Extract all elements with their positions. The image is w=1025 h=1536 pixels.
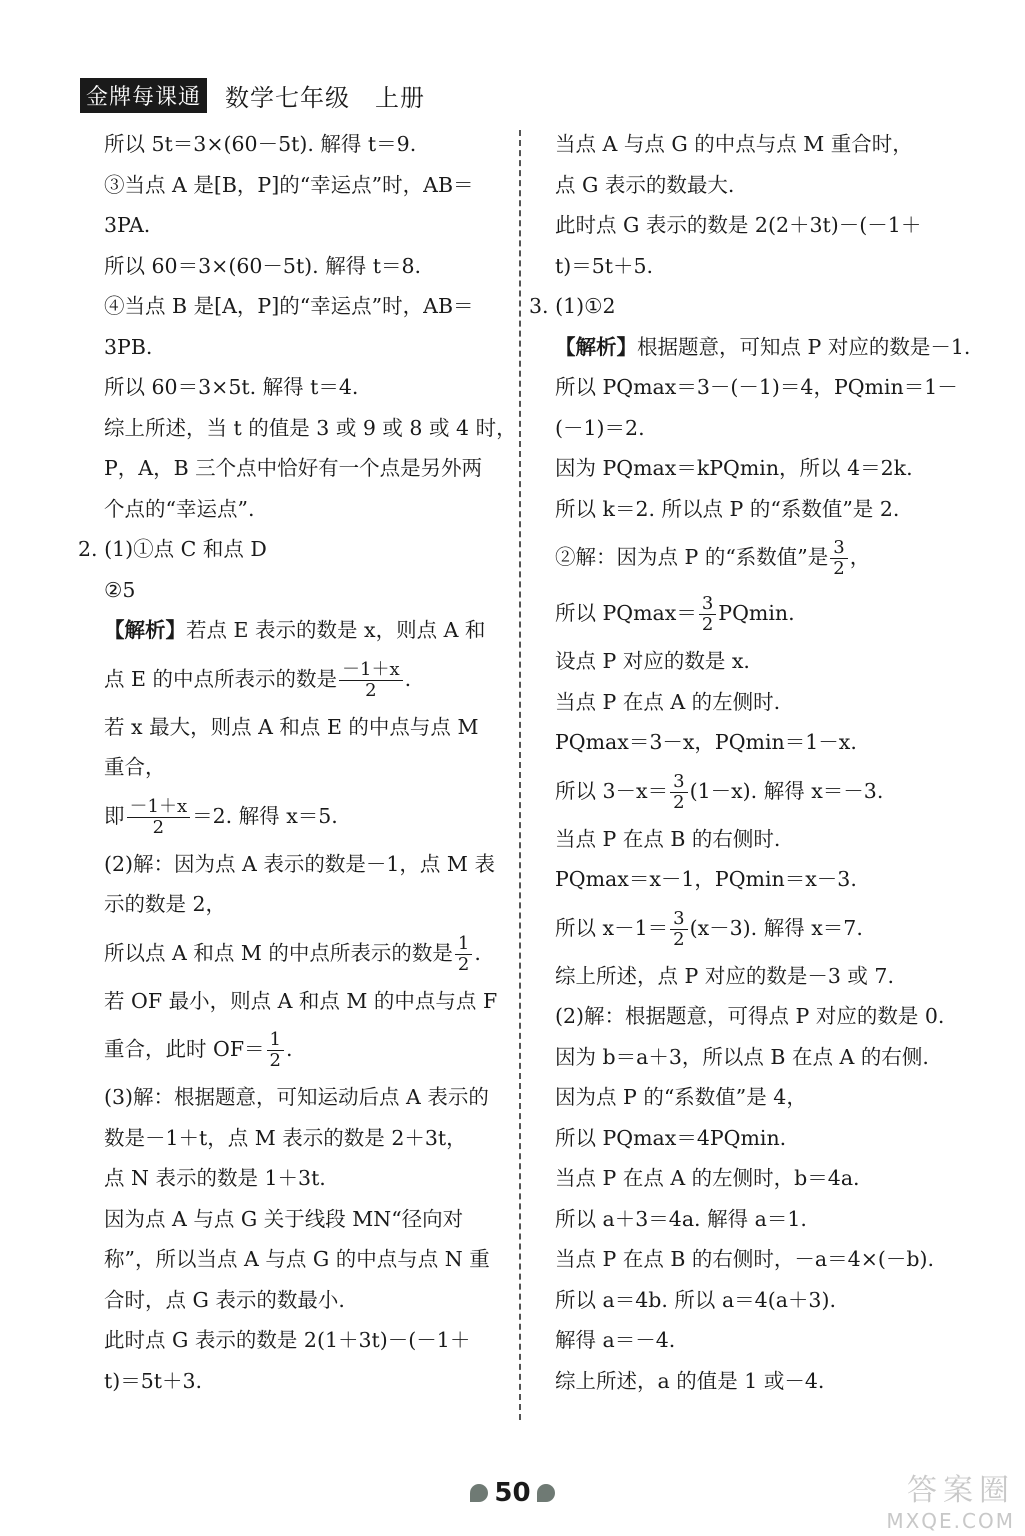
- text-segment: (1－x). 解得 x＝－3.: [689, 778, 884, 803]
- analysis-text: 若点 E 表示的数是 x，则点 A 和: [186, 618, 486, 642]
- text-segment: 所以 3－x＝: [555, 778, 669, 803]
- text-line: 因为 b＝a＋3，所以点 B 在点 A 的右侧.: [555, 1044, 929, 1069]
- fraction: [830, 538, 847, 579]
- text-line: 个点的“幸运点”.: [104, 496, 255, 521]
- text-line: (2)解：因为点 A 表示的数是－1，点 M 表: [104, 851, 495, 876]
- left-column: [78, 124, 519, 1401]
- text-segment: ②解：因为点 P 的“系数值”是: [555, 545, 829, 569]
- numerator: 3: [830, 538, 847, 559]
- denominator: 2: [457, 953, 470, 975]
- text-line: ②5: [104, 577, 136, 602]
- analysis-tag: 【解析】: [104, 618, 186, 642]
- text-line: 数是－1＋t，点 M 表示的数是 2＋3t，: [104, 1125, 467, 1150]
- watermark-url: MXQE.COM: [886, 1509, 1015, 1533]
- text-line: 解得 a＝－4.: [555, 1328, 676, 1352]
- page-number: 50: [494, 1478, 531, 1508]
- text-line: 设点 P 对应的数是 x.: [555, 649, 750, 673]
- fraction-line: [555, 763, 970, 819]
- text-line: 点 G 表示的数最大.: [555, 172, 735, 197]
- text-line: 所以 PQmax＝4PQmin.: [555, 1125, 787, 1150]
- text-line: 此时点 G 表示的数是 2(2＋3t)－(－1＋: [555, 213, 922, 237]
- text-line: 所以 PQmax＝3－(－1)＝4，PQmin＝1－: [555, 375, 958, 399]
- fraction-line: [104, 788, 519, 844]
- numerator: 3: [670, 909, 687, 930]
- analysis-tag: 【解析】: [555, 334, 637, 359]
- text-line: 因为点 A 与点 G 关于线段 MN“径向对: [104, 1206, 464, 1231]
- fraction-line: [104, 651, 519, 707]
- fraction-line: [555, 900, 970, 956]
- numerator: －1＋x: [127, 797, 191, 818]
- fraction: [127, 797, 191, 838]
- text-line: 当点 P 在点 A 的左侧时，b＝4a.: [555, 1166, 860, 1190]
- denominator: 2: [365, 679, 377, 701]
- text-segment: ，: [849, 545, 871, 569]
- text-line: 当点 A 与点 G 的中点与点 M 重合时，: [555, 132, 913, 156]
- text-line: 称”，所以当点 A 与点 G 的中点与点 N 重: [104, 1247, 490, 1271]
- text-segment: 所以点 A 和点 M 的中点所表示的数是: [104, 940, 453, 965]
- text-line: ③当点 A 是[B，P]的“幸运点”时，AB＝: [104, 172, 474, 197]
- numerator: 1: [455, 934, 472, 955]
- text-line: 合时，点 G 表示的数最小.: [104, 1287, 345, 1312]
- fraction: [455, 934, 472, 975]
- text-line: 3PA.: [104, 213, 151, 237]
- text-line: P，A，B 三个点中恰好有一个点是另外两: [104, 456, 483, 480]
- text-line: 当点 P 在点 B 的右侧时.: [555, 826, 781, 851]
- right-column: [529, 124, 971, 1401]
- text-line: 重合，: [104, 755, 166, 779]
- fraction: [339, 660, 403, 701]
- fraction-line: [555, 529, 970, 585]
- fraction-line: [555, 585, 970, 641]
- fraction-line: [104, 925, 519, 981]
- text-line: PQmax＝3－x，PQmin＝1－x.: [555, 730, 857, 754]
- fraction: [699, 594, 716, 635]
- text-line: t)＝5t＋3.: [104, 1368, 203, 1393]
- text-line: PQmax＝x－1，PQmin＝x－3.: [555, 867, 857, 891]
- fraction: [267, 1030, 284, 1071]
- denominator: 2: [833, 558, 845, 579]
- text-line: 当点 P 在点 A 的左侧时.: [555, 689, 781, 714]
- text-line: 综上所述，a 的值是 1 或－4.: [555, 1368, 825, 1393]
- text-segment: .: [404, 666, 412, 691]
- text-segment: 点 E 的中点所表示的数是: [104, 666, 337, 691]
- text-line: ④当点 B 是[A，P]的“幸运点”时，AB＝: [104, 294, 474, 318]
- text-line: 综上所述，点 P 对应的数是－3 或 7.: [555, 963, 894, 988]
- text-line: 3PB.: [104, 334, 153, 359]
- text-line: t)＝5t＋5.: [555, 253, 654, 278]
- text-segment: PQmin.: [718, 601, 795, 625]
- text-line: 示的数是 2，: [104, 892, 227, 916]
- numerator: 3: [670, 772, 687, 793]
- text-line: 所以 5t＝3×(60－5t). 解得 t＝9.: [104, 132, 417, 156]
- text-line: (－1)＝2.: [555, 415, 645, 440]
- fraction: [670, 909, 687, 950]
- text-line: 所以 a＋3＝4a. 解得 a＝1.: [555, 1206, 807, 1231]
- watermark: [845, 1465, 1015, 1533]
- text-line: (3)解：根据题意，可知运动后点 A 表示的: [104, 1085, 489, 1109]
- column-divider: [519, 130, 521, 1420]
- numerator: －1＋x: [339, 660, 403, 681]
- text-line: 因为 PQmax＝kPQmin，所以 4＝2k.: [555, 456, 913, 480]
- text-line: 点 N 表示的数是 1＋3t.: [104, 1166, 326, 1190]
- denominator: 2: [152, 816, 165, 838]
- question-3-heading: 3. (1)①2: [529, 294, 616, 318]
- numerator: 3: [699, 594, 716, 615]
- leaf-icon: [470, 1484, 488, 1502]
- text-segment: .: [286, 1037, 293, 1061]
- text-line: 所以 60＝3×5t. 解得 t＝4.: [104, 375, 359, 399]
- fraction: [670, 772, 687, 813]
- text-line: 当点 P 在点 B 的右侧时，－a＝4×(－b).: [555, 1247, 934, 1271]
- denominator: 2: [673, 928, 685, 950]
- denominator: 2: [673, 791, 685, 813]
- text-segment: (x－3). 解得 x＝7.: [689, 915, 863, 940]
- text-segment: 重合，此时 OF＝: [104, 1037, 265, 1061]
- text-line: 综上所述，当 t 的值是 3 或 9 或 8 或 4 时，: [104, 415, 517, 440]
- numerator: 1: [267, 1030, 284, 1051]
- text-line: 此时点 G 表示的数是 2(1＋3t)－(－1＋: [104, 1328, 471, 1352]
- text-line: (2)解：根据题意，可得点 P 对应的数是 0.: [555, 1004, 945, 1028]
- text-line: 因为点 P 的“系数值”是 4，: [555, 1085, 807, 1109]
- text-segment: 即: [104, 803, 125, 828]
- text-line: 所以 a＝4b. 所以 a＝4(a＋3).: [555, 1287, 836, 1312]
- text-line: 所以 60＝3×(60－5t). 解得 t＝8.: [104, 253, 422, 278]
- text-segment: 所以 PQmax＝: [555, 601, 697, 625]
- page-header: [80, 78, 425, 112]
- analysis-line: [555, 327, 970, 368]
- text-line: 所以 k＝2. 所以点 P 的“系数值”是 2.: [555, 496, 900, 521]
- analysis-text: 根据题意，可知点 P 对应的数是－1.: [637, 334, 971, 359]
- text-segment: 所以 x－1＝: [555, 915, 669, 940]
- watermark-title: 答案圈: [907, 1473, 1015, 1508]
- denominator: 2: [701, 614, 714, 635]
- brand-label: 金牌每课通: [80, 78, 207, 113]
- text-segment: ＝2. 解得 x＝5.: [192, 803, 338, 828]
- header-title: 数学七年级 上册: [225, 83, 426, 112]
- leaf-icon: [537, 1484, 555, 1502]
- text-line: 若 x 最大，则点 A 和点 E 的中点与点 M: [104, 714, 479, 739]
- text-segment: .: [474, 940, 481, 965]
- denominator: 2: [269, 1050, 281, 1071]
- text-line: 若 OF 最小，则点 A 和点 M 的中点与点 F: [104, 988, 498, 1013]
- question-2-heading: 2. (1)①点 C 和点 D: [78, 537, 267, 561]
- analysis-line: [104, 610, 519, 651]
- fraction-line: [104, 1021, 519, 1077]
